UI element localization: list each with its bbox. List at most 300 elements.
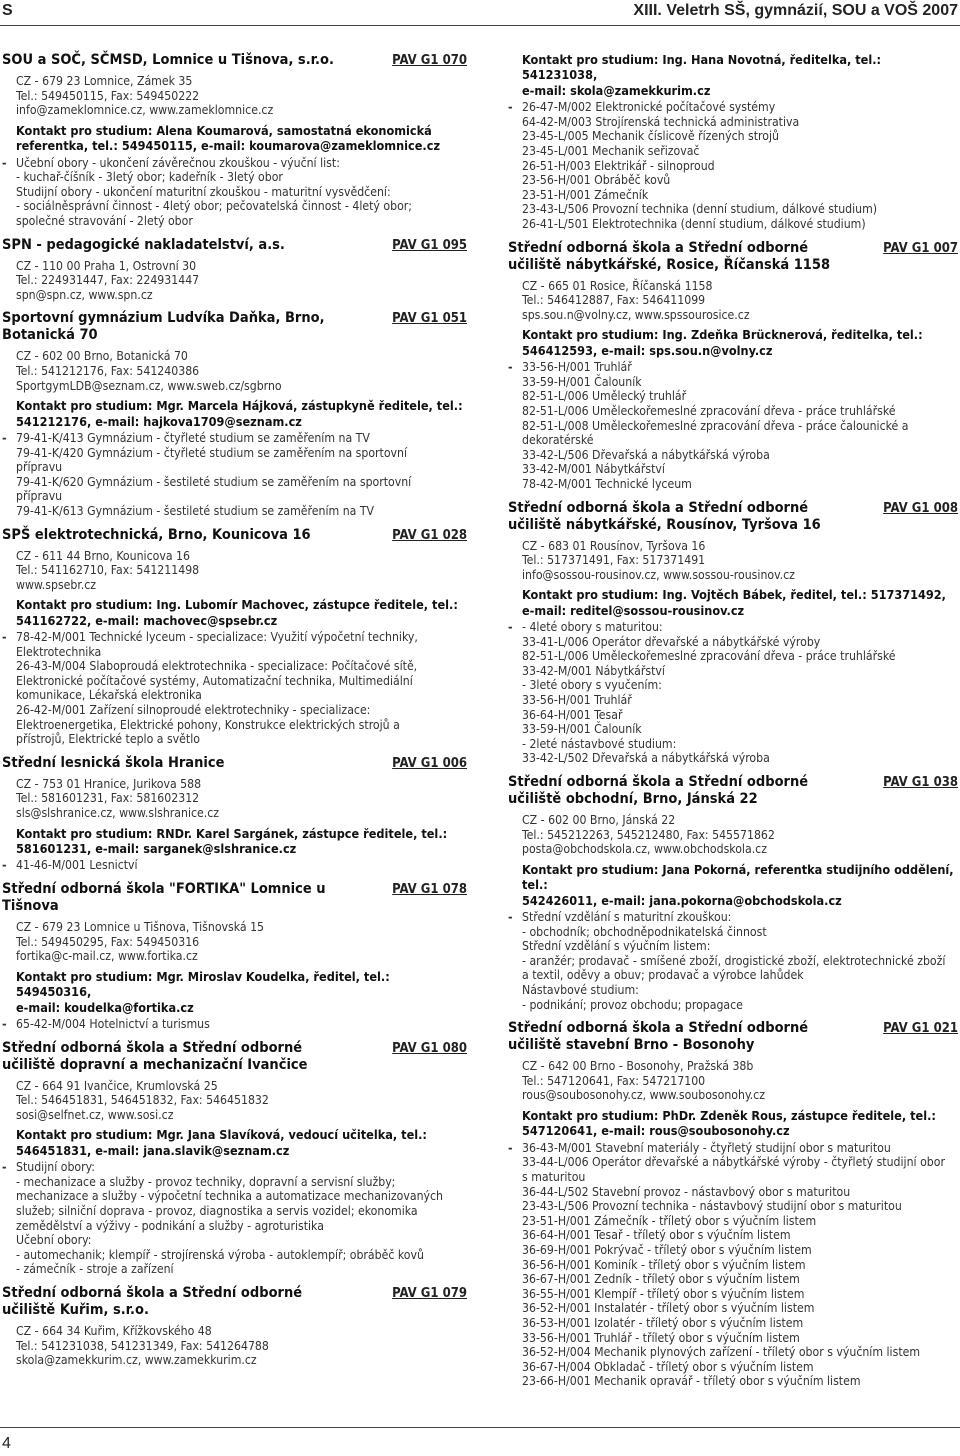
school-address [522, 813, 958, 857]
school-entry [2, 310, 467, 518]
entry-spacer [2, 229, 467, 237]
school-name [2, 310, 325, 344]
pavilion-code: PAV G1 080 [392, 1040, 467, 1056]
address-line: CZ - 611 44 Brno, Kounicova 16 [16, 548, 190, 563]
program-line [508, 910, 958, 925]
program-line [508, 1287, 958, 1302]
school-name-line: učiliště dopravní a mechanizační Ivančice [2, 1056, 308, 1073]
program-line [2, 446, 467, 461]
program-text: Elektroenergetika, Elektrické pohony, Konstrukce elektrických strojů a [16, 717, 400, 732]
pavilion-code: PAV G1 006 [392, 755, 467, 771]
address-line: Tel.: 546451831, 546451832, Fax: 546451832 [16, 1093, 269, 1108]
address-line: CZ - 664 91 Ivančice, Krumlovská 25 [16, 1078, 218, 1093]
contact-line: Kontakt pro studium: Ing. Zdeňka Brücknerová, ředitelka, tel.: [522, 327, 923, 343]
address-line: sls@slshranice.cz, www.slshranice.cz [16, 806, 220, 821]
contact-line: Kontakt pro studium: Ing. Hana Novotná, ředitelka, tel.: 541231038, [522, 52, 882, 83]
school-name-line: Střední odborná škola a Střední odborné [2, 1039, 303, 1056]
school-entry [508, 1020, 958, 1389]
program-text: dekoratérské [522, 433, 594, 448]
program-text: Elektrotechnika [16, 644, 102, 659]
program-line [508, 419, 958, 434]
entry-spacer [2, 873, 467, 881]
address-line: spn@spn.cz, www.spn.cz [16, 287, 153, 302]
program-line [508, 389, 958, 404]
program-line [2, 1017, 467, 1032]
program-text: 36-56-H/001 Kominík - tříletý obor s výučním listem [522, 1257, 806, 1272]
school-name-line: SPŠ elektrotechnická, Brno, Kounicova 16 [2, 526, 311, 543]
address-line: Tel.: 224931447, Fax: 224931447 [16, 273, 200, 288]
entry-header [508, 1020, 958, 1054]
school-name [508, 1020, 808, 1054]
program-text: Nástavbové studium: [522, 983, 639, 997]
school-name-line: Střední odborná škola a Střední odborné [508, 239, 809, 256]
program-line [508, 1228, 958, 1243]
school-name-line: Střední odborná škola a Střední odborné [2, 1284, 303, 1301]
program-text: Elektronické počítačové systémy, Automatizační technika, Multimediální [16, 673, 413, 688]
program-line [508, 664, 958, 679]
program-text: 26-51-H/003 Elektrikář - silnoproud [522, 158, 715, 173]
program-line [508, 678, 958, 693]
program-text: 36-64-H/001 Tesař [522, 707, 623, 722]
program-text: 33-42-M/001 Nábytkářství [522, 663, 665, 678]
address-line: Tel.: 541162710, Fax: 541211498 [16, 563, 200, 578]
bullet-dash: - [508, 910, 513, 925]
contact-line: Kontakt pro studium: Jana Pokorná, referentka studijního oddělení, tel.: [522, 861, 954, 893]
program-line [2, 214, 467, 229]
pavilion-code: PAV G1 070 [392, 53, 467, 68]
program-line [508, 129, 958, 144]
program-text: přípravu [16, 460, 63, 475]
contact-line: Kontakt pro studium: Ing. Lubomír Machovec, zástupce ředitele, tel.: [16, 597, 458, 613]
program-line [508, 1141, 958, 1156]
contact-line: 546451831, e-mail: jana.slavik@seznam.cz [16, 1142, 290, 1158]
program-text: 78-42-M/001 Technické lyceum - specializace: Využití výpočetní techniky, [16, 630, 418, 645]
program-text: 36-43-M/001 Stavební materiály - čtyřletý studijní obor s maturitou [522, 1140, 891, 1155]
school-name-line: SOU a SOČ, SČMSD, Lomnice u Tišnova, s.r.o. [2, 52, 334, 68]
school-name [508, 774, 808, 808]
bullet-dash: - [2, 1017, 7, 1032]
program-text: 79-41-K/620 Gymnázium - šestileté studium se zaměřením na sportovní [16, 474, 412, 489]
program-text: 23-43-L/506 Provozní technika - nástavbový studijní obor s maturitou [522, 1199, 902, 1214]
program-text: společné stravování - 2letý obor [16, 213, 193, 228]
school-entry [508, 774, 958, 1012]
bullet-dash: - [508, 100, 513, 115]
entry-spacer [508, 232, 958, 240]
program-text: s maturitou [522, 1169, 586, 1184]
contact-line: 541212176, e-mail: hajkova1709@seznam.cz [16, 413, 302, 429]
program-text: 26-43-M/004 Slaboproudá elektrotechnika - specializace: Počítačové sítě, [16, 659, 418, 674]
programs-list [508, 1141, 958, 1389]
program-text: 26-47-M/002 Elektronické počítačové systémy [522, 100, 776, 115]
entry-header [2, 755, 467, 772]
programs-list [508, 360, 958, 491]
program-line [508, 925, 958, 940]
program-line [508, 115, 958, 130]
school-name-line: učiliště nábytkářské, Rosice, Říčanská 1158 [508, 256, 831, 273]
address-line: sps.sou.n@volny.cz, www.spssourosice.cz [522, 307, 750, 322]
program-line [508, 1185, 958, 1200]
program-line [508, 1331, 958, 1346]
school-name-line: Sportovní gymnázium Ludvíka Daňka, Brno, [2, 310, 325, 327]
program-line [508, 1214, 958, 1229]
program-text: - aranžér; prodavač - smíšené zboží, drogistické zboží, elektrotechnické zboží [522, 953, 946, 968]
school-address [522, 539, 958, 583]
program-text: 33-59-H/001 Čalouník [522, 722, 642, 737]
programs-list [2, 630, 467, 747]
program-text: 36-64-H/001 Tesař - tříletý obor s výučním listem [522, 1228, 791, 1243]
program-line [508, 954, 958, 969]
pavilion-code: PAV G1 079 [392, 1285, 467, 1301]
program-line [2, 431, 467, 446]
programs-list [508, 910, 958, 1012]
entry-spacer [2, 1368, 467, 1376]
program-line [508, 477, 958, 492]
study-contact [16, 123, 467, 154]
program-text: Střední vzdělání s výučním listem: [522, 939, 711, 954]
program-text: Střední vzdělání s maturitní zkouškou: [522, 910, 732, 925]
program-text: 64-42-M/003 Strojírenská technická administrativa [522, 114, 800, 129]
program-text: Studijní obory: [16, 1160, 95, 1175]
program-line [2, 1219, 467, 1234]
program-line [2, 630, 467, 645]
program-text: 41-46-M/001 Lesnictví [16, 858, 138, 873]
contact-line: referentka, tel.: 549450115, e-mail: koumarova@zameklomnice.cz [16, 138, 441, 154]
program-line [508, 737, 958, 752]
program-line [2, 718, 467, 733]
school-entry [2, 881, 467, 1032]
pavilion-code: PAV G1 038 [883, 775, 958, 791]
contact-line: Kontakt pro studium: Mgr. Marcela Hájková, zástupkyně ředitele, tel.: [16, 398, 463, 414]
entry-spacer [2, 1277, 467, 1285]
program-text: 36-53-H/001 Izolatér - tříletý obor s výučním listem [522, 1315, 804, 1330]
program-text: 79-41-K/413 Gymnázium - čtyřleté studium se zaměřením na TV [16, 430, 370, 445]
program-text: - zámečník - stroje a zařízení [16, 1262, 174, 1277]
school-address [16, 549, 467, 593]
pavilion-code: PAV G1 028 [392, 527, 467, 543]
school-name [2, 237, 285, 254]
program-line [2, 475, 467, 490]
program-line [2, 504, 467, 519]
program-text: 23-45-L/001 Mechanik seřizovač [522, 144, 700, 158]
program-line [508, 217, 958, 232]
address-line: Tel.: 581601231, Fax: 581602312 [16, 791, 200, 806]
program-text: 33-42-M/001 Nábytkářství [522, 462, 665, 477]
entry-spacer [2, 519, 467, 527]
program-line [508, 939, 958, 954]
school-entry [508, 52, 958, 232]
pavilion-code: PAV G1 095 [392, 237, 467, 253]
school-address [522, 279, 958, 323]
school-address [16, 920, 467, 964]
contact-line: Kontakt pro studium: Alena Koumarová, samostatná ekonomická [16, 122, 432, 138]
program-line [2, 732, 467, 747]
program-line [508, 751, 958, 766]
entry-header [2, 52, 467, 69]
program-line [508, 998, 958, 1013]
program-line [508, 433, 958, 448]
program-text: - kuchař-číšník - 3letý obor; kadeřník - 3letý obor [16, 170, 283, 185]
program-line [2, 858, 467, 873]
study-contact [522, 327, 958, 358]
program-text: 82-51-L/006 Uměleckořemeslné zpracování dřeva - práce truhlářské [522, 649, 896, 664]
address-line: CZ - 683 01 Rousínov, Tyršova 16 [522, 538, 706, 553]
address-line: Tel.: 546412887, Fax: 546411099 [522, 293, 706, 308]
program-line [508, 635, 958, 650]
program-text: - 3leté obory s vyučením: [522, 678, 662, 693]
program-text: - mechanizace a služby - provoz techniky, dopravní a servisní služby; [16, 1174, 396, 1189]
entry-spacer [2, 302, 467, 310]
program-text: 65-42-M/004 Hotelnictví a turismus [16, 1017, 210, 1032]
contact-line: 581601231, e-mail: sarganek@slshranice.cz [16, 841, 297, 857]
entry-header [2, 310, 467, 344]
program-text: 23-56-H/001 Obráběč kovů [522, 173, 671, 188]
address-line: SportgymLDB@seznam.cz, www.sweb.cz/sgbrno [16, 378, 282, 393]
pavilion-code: PAV G1 021 [883, 1021, 958, 1037]
entry-header [508, 240, 958, 274]
study-contact [522, 1108, 958, 1139]
left-column [2, 52, 467, 1376]
school-name-line: učiliště stavební Brno - Bosonohy [508, 1037, 755, 1054]
program-text: 23-51-H/001 Zámečník - tříletý obor s výučním listem [522, 1213, 817, 1228]
address-line: rous@soubosonohy.cz, www.soubosonohy.cz [522, 1088, 765, 1103]
contact-line: 547120641, e-mail: rous@soubosonohy.cz [522, 1123, 790, 1139]
right-column [508, 52, 958, 1397]
program-text: 33-42-L/502 Dřevařská a nábytkářská výroba [522, 751, 770, 766]
contact-line: Kontakt pro studium: PhDr. Zdeněk Rous, zástupce ředitele, tel.: [522, 1107, 936, 1123]
school-entry [2, 527, 467, 747]
address-line: CZ - 753 01 Hranice, Jurikova 588 [16, 776, 202, 791]
school-entry [2, 1285, 467, 1368]
study-contact [16, 1127, 467, 1158]
school-entry [2, 755, 467, 873]
address-line: info@zameklomnice.cz, www.zameklomnice.cz [16, 103, 274, 118]
address-line: CZ - 602 00 Brno, Jánská 22 [522, 813, 676, 828]
bullet-dash: - [508, 1140, 513, 1155]
program-line [508, 1301, 958, 1316]
address-line: CZ - 642 00 Brno - Bosonohy, Pražská 38b [522, 1059, 754, 1074]
entry-spacer [2, 747, 467, 755]
contact-line: e-mail: koudelka@fortika.cz [16, 999, 194, 1015]
program-text: zemědělství a výživy - podnikání a služby - agroturistika [16, 1218, 324, 1233]
pavilion-code: PAV G1 008 [883, 500, 958, 516]
program-line [508, 1243, 958, 1258]
program-text: 36-44-L/502 Stavební provoz - nástavbový obor s maturitou [522, 1184, 851, 1199]
program-text: a textil, oděvy a obuv; prodavač a výrobce lahůdek [522, 968, 804, 983]
program-line [508, 188, 958, 203]
address-line: CZ - 664 34 Kuřim, Křížkovského 48 [16, 1323, 212, 1338]
address-line: sosi@selfnet.cz, www.sosi.cz [16, 1107, 174, 1122]
study-contact [16, 969, 467, 1015]
program-text: 23-66-H/001 Mechanik opravář - tříletý obor s výučním listem [522, 1374, 861, 1389]
school-name [508, 500, 821, 534]
entry-spacer [508, 1012, 958, 1020]
program-text: - automechanik; klempíř - strojírenská výroba - autoklempíř; obráběč kovů [16, 1247, 424, 1262]
contact-line: e-mail: reditel@sossou-rousinov.cz [522, 602, 745, 618]
program-text: 36-67-H/004 Obkladač - tříletý obor s výučním listem [522, 1359, 814, 1374]
study-contact [16, 597, 467, 628]
study-contact [522, 587, 958, 618]
program-text: 82-51-L/006 Uměleckořemeslné zpracování dřeva - práce truhlářské [522, 403, 896, 418]
entry-header [2, 1040, 467, 1074]
program-text: - sociálněsprávní činnost - 4letý obor; pečovatelská činnost - 4letý obor; [16, 199, 412, 214]
program-line [508, 1345, 958, 1360]
program-line [508, 173, 958, 188]
entry-spacer [508, 1389, 958, 1397]
school-name [508, 240, 830, 274]
entry-header [508, 500, 958, 534]
program-line [508, 1272, 958, 1287]
program-text: komunikace, Lékařská elektronika [16, 688, 202, 703]
school-entry [2, 237, 467, 303]
program-line [2, 1204, 467, 1219]
address-line: CZ - 679 23 Lomnice, Zámek 35 [16, 74, 193, 88]
page-number: 4 [2, 1435, 11, 1452]
program-text: 78-42-M/001 Technické lyceum [522, 476, 692, 491]
address-line: Tel.: 541212176, Fax: 541240386 [16, 363, 200, 378]
program-line [2, 659, 467, 674]
page-header [0, 0, 960, 24]
bullet-dash: - [2, 1160, 7, 1175]
program-text: 82-51-L/006 Umělecký truhlář [522, 389, 687, 404]
school-name-line: Botanická 70 [2, 327, 98, 344]
program-line [508, 360, 958, 375]
school-name-line: Tišnova [2, 898, 59, 915]
program-line [508, 448, 958, 463]
program-text: 36-67-H/001 Zedník - tříletý obor s výučním listem [522, 1272, 800, 1287]
bullet-dash: - [2, 630, 7, 645]
program-line [508, 202, 958, 217]
school-name [2, 527, 311, 544]
address-line: info@sossou-rousinov.cz, www.sossou-rousinov.cz [522, 567, 795, 582]
entry-header [2, 881, 467, 915]
contact-line: 546412593, e-mail: sps.sou.n@volny.cz [522, 342, 773, 358]
study-contact [16, 398, 467, 429]
pavilion-code: PAV G1 078 [392, 882, 467, 898]
program-text: 26-41-L/501 Elektrotechnika (denní studium, dálkové studium) [522, 216, 866, 231]
program-line [508, 404, 958, 419]
school-name-line: učiliště nábytkářské, Rousínov, Tyršova 16 [508, 516, 821, 533]
program-text: 33-56-H/001 Truhlář - tříletý obor s výučním listem [522, 1330, 800, 1345]
program-text: 33-59-H/001 Čalouník [522, 374, 642, 389]
program-line [508, 693, 958, 708]
program-text: Učební obory - ukončení závěrečnou zkouškou - výuční list: [16, 155, 340, 170]
school-name-line: SPN - pedagogické nakladatelství, a.s. [2, 236, 285, 253]
contact-line: Kontakt pro studium: RNDr. Karel Sargánek, zástupce ředitele, tel.: [16, 825, 448, 841]
programs-list [2, 1017, 467, 1032]
programs-list [2, 431, 467, 519]
program-text: služeb; silniční doprava - provoz, diagnostika a servis vozidel; ekonomika [16, 1204, 418, 1218]
address-line: posta@obchodskola.cz, www.obchodskola.cz [522, 842, 767, 857]
program-line [508, 968, 958, 983]
program-text: 23-43-L/506 Provozní technika (denní studium, dálkové studium) [522, 202, 878, 217]
program-line [508, 1258, 958, 1273]
program-text: - obchodník; obchodněpodnikatelská činnost [522, 924, 767, 939]
program-line [2, 489, 467, 504]
program-line [508, 159, 958, 174]
address-line: Tel.: 545212263, 545212480, Fax: 545571862 [522, 827, 775, 842]
bullet-dash: - [508, 620, 513, 635]
school-entry [508, 500, 958, 767]
header-section-letter: S [2, 2, 13, 19]
contact-line: Kontakt pro studium: Mgr. Jana Slavíková, vedoucí učitelka, tel.: [16, 1127, 427, 1143]
address-line: Tel.: 549450295, Fax: 549450316 [16, 934, 200, 949]
program-text: 23-45-L/005 Mechanik číslicově řízených strojů [522, 129, 779, 144]
contact-line: Kontakt pro studium: Ing. Vojtěch Bábek, ředitel, tel.: 517371492, [522, 587, 946, 603]
school-name [2, 881, 326, 915]
bullet-dash: - [2, 858, 7, 873]
program-line [508, 1316, 958, 1331]
program-text: 82-51-L/008 Uměleckořemeslné zpracování dřeva - práce čalounické a [522, 418, 909, 433]
study-contact [522, 52, 958, 98]
program-text: 33-56-H/001 Truhlář [522, 693, 632, 708]
school-name-line: Střední odborná škola a Střední odborné [508, 1020, 809, 1037]
program-text: mechanizace a služby - výpočetní technika a automatizace mechanizovaných [16, 1189, 443, 1204]
entry-spacer [2, 1032, 467, 1040]
program-line [2, 1160, 467, 1175]
contact-line: e-mail: skola@zamekkurim.cz [522, 82, 711, 98]
program-text: Studijní obory - ukončení maturitní zkouškou - maturitní vysvědčení: [16, 184, 391, 199]
address-line: Tel.: 549450115, Fax: 549450222 [16, 88, 200, 103]
address-line: CZ - 602 00 Brno, Botanická 70 [16, 349, 188, 364]
program-line [508, 983, 958, 998]
school-name [2, 1040, 308, 1074]
programs-list [2, 858, 467, 873]
school-address [16, 777, 467, 821]
entry-spacer [508, 492, 958, 500]
program-line [2, 170, 467, 185]
entry-header [2, 1285, 467, 1319]
school-name-line: Střední odborná škola a Střední odborné [508, 774, 809, 791]
program-text: 36-52-H/004 Mechanik plynových zařízení - tříletý obor s výučním listem [522, 1345, 921, 1360]
school-address [16, 259, 467, 303]
program-line [2, 688, 467, 703]
program-line [508, 649, 958, 664]
program-text: 33-42-L/506 Dřevařská a nábytkářská výroba [522, 447, 770, 462]
program-line [2, 1248, 467, 1263]
program-line [2, 199, 467, 214]
programs-list [2, 1160, 467, 1277]
bullet-dash: - [2, 155, 7, 170]
school-entry [2, 52, 467, 229]
bullet-dash: - [2, 430, 7, 445]
program-line [2, 1189, 467, 1204]
entry-header [2, 237, 467, 254]
program-line [2, 1233, 467, 1248]
school-address [16, 349, 467, 393]
address-line: www.spsebr.cz [16, 577, 97, 592]
school-address [522, 1059, 958, 1103]
programs-list [2, 156, 467, 229]
program-text: 23-51-H/001 Zámečník [522, 187, 649, 202]
address-line: CZ - 110 00 Praha 1, Ostrovní 30 [16, 258, 197, 273]
program-line [508, 1170, 958, 1185]
address-line: Tel.: 547120641, Fax: 547217100 [522, 1073, 706, 1088]
program-text: - 2leté nástavbové studium: [522, 736, 677, 751]
school-entry [2, 1040, 467, 1277]
address-line: Tel.: 517371491, Fax: 517371491 [522, 553, 706, 568]
program-text: 33-56-H/001 Truhlář [522, 360, 632, 375]
program-text: Učební obory: [16, 1233, 92, 1248]
program-text: 36-55-H/001 Klempíř - tříletý obor s výučním listem [522, 1286, 805, 1301]
program-line [2, 1262, 467, 1277]
address-line: CZ - 665 01 Rosice, Říčanská 1158 [522, 278, 713, 293]
school-address [16, 1079, 467, 1123]
footer-divider [0, 1427, 960, 1428]
program-text: 79-41-K/420 Gymnázium - čtyřleté studium se zaměřením na sportovní [16, 445, 408, 460]
school-address [16, 74, 467, 118]
school-name-line: učiliště Kuřim, s.r.o. [2, 1301, 149, 1318]
address-line: skola@zamekkurim.cz, www.zamekkurim.cz [16, 1353, 257, 1368]
